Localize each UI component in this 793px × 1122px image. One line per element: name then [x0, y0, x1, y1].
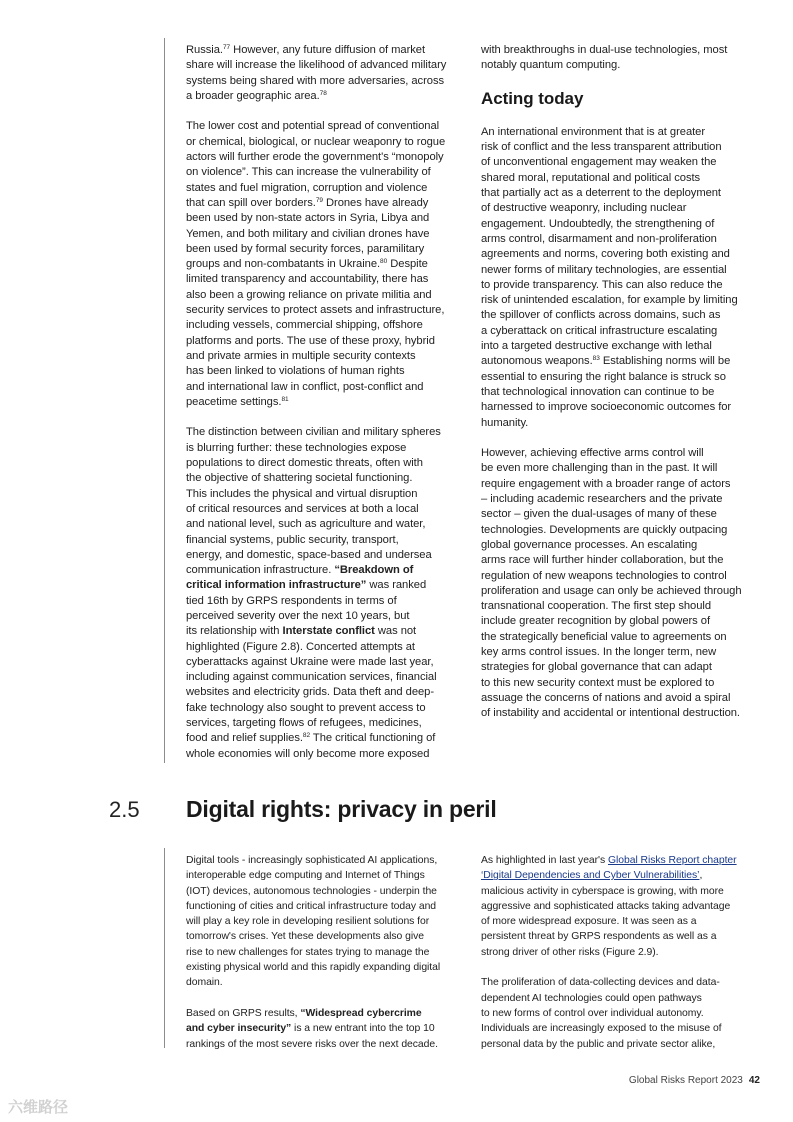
subheading-acting-today: Acting today	[481, 88, 584, 108]
section-title: Digital rights: privacy in peril	[186, 796, 497, 822]
right-column-top	[481, 43, 761, 737]
report-chapter-link-cont[interactable]: ‘Digital Dependencies and Cyber Vulnerabilities’	[481, 870, 700, 882]
report-chapter-link[interactable]: Global Risks Report chapter	[607, 855, 737, 866]
paragraph: Russia.$^{77}$ However, any future diffusion of market share will increase the likelihood of advanced military systems being shared with more adversaries, across a broader geographic area.$^{78}$	[186, 44, 447, 102]
left-column-top	[186, 43, 462, 777]
left-column-bottom	[186, 853, 462, 1067]
paragraph: Digital tools - increasingly sophisticated AI applications, interoperable edge computing and Internet of Things (IOT) devices, autonomous technologies - underpin the functioning of cities and critical infrastructure today and will play a key role in developing resilient solutions for tomorrow's crises. Yet these developments also give rise to new challenges for states trying to manage the existing physical world and this rapidly expanding digital domain.	[186, 855, 441, 989]
report-name: Global Risks Report 2023	[628, 1075, 743, 1086]
column-divider-bottom	[164, 848, 165, 1048]
column-divider-top	[164, 38, 165, 763]
page-footer	[0, 1075, 760, 1086]
paragraph: As highlighted in last year's Global Risks Report chapter ‘Digital Dependencies and Cyber Vulnerabilities’, malicious activity in cyberspace is growing, with more aggressive and sophisticated attacks taking advantage of more widespread exposure. It was seen as a persistent threat by GRPS respondents as well as a strong driver of other risks (Figure 2.9).	[481, 855, 737, 958]
paragraph: The distinction between civilian and military spheres is blurring further: these technologies expose populations to direct domestic threats, often with the objective of shattering societal functioning. This includes the physical and virtual disruption of critical resources and services at both a local and national level, such as agriculture and water, financial systems, public security, transport, energy, and domestic, space-based and undersea communication infrastructure. “Breakdown of critical information infrastructure” was ranked tied 16th by GRPS respondents in terms of perceived severity over the next 10 years, but its relationship with Interstate conflict was not highlighted (Figure 2.8). Concerted attempts at cyberattacks against Ukraine were made last year, including against communication services, financial websites and electricity grids. Data theft and deep- fake technology also sought to prevent access to services, targeting flows of refugees, medicines, food and relief supplies.$^{82}$ The critical functioning of whole economies will only become more exposed	[186, 426, 441, 760]
paragraph: An international environment that is at greater risk of conflict and the less transparent attribution of unconventional engagement may weaken the shared moral, reputational and political costs that partially act as a deterrent to the deployment of destructive weaponry, including nuclear engagement. Undoubtedly, the strengthening of arms control, disarmament and non-proliferation agreements and norms, covering both existing and newer forms of military technologies, are essential to provide transparency. This can also reduce the risk of unintended escalation, for example by limiting the spillover of conflicts across domains, such as a cyberattack on critical infrastructure escalating into a targeted destructive exchange with lethal autonomous weapons.$^{83}$ Establishing norms will be essential to ensuring the right balance is struck so that technological innovation can continue to be harnessed to improve socioeconomic outcomes for humanity.	[481, 125, 738, 429]
right-column-bottom	[481, 853, 761, 1067]
page-number: 42	[748, 1075, 760, 1086]
paragraph: Based on GRPS results, “Widespread cybercrime and cyber insecurity” is a new entrant into the top 10 rankings of the most severe risks over the next decade.	[186, 1007, 438, 1050]
paragraph: with breakthroughs in dual-use technologies, most notably quantum computing.	[481, 44, 728, 72]
paragraph: The lower cost and potential spread of conventional or chemical, biological, or nuclear weaponry to rogue actors will further erode the government's “monopoly on violence”. This can increase the vulnerability of states and fuel migration, corruption and violence that can spill over borders.$^{79}$ Drones have already been used by non-state actors in Syria, Libya and Yemen, and both military and civilian drones have been used by formal security forces, paramilitary groups and non-combatants in Ukraine.$^{80}$ Despite limited transparency and accountability, there has also been a growing reliance on private militia and security services to protect assets and infrastructure, including vessels, commercial shipping, offshore platforms and ports. The use of these proxy, hybrid and private armies in multiple security contexts has been linked to violations of human rights and international law in conflict, post-conflict and peacetime settings.$^{81}$	[186, 120, 446, 408]
paragraph: The proliferation of data-collecting devices and data- dependent AI technologies could open pathways to new forms of control over individual autonomy. Individuals are increasingly exposed to the misuse of personal data by the public and private sector alike,	[481, 977, 722, 1050]
watermark: 六维路径	[8, 1099, 69, 1116]
section-number: 2.5	[109, 797, 140, 822]
paragraph: However, achieving effective arms control will be even more challenging than in the past. It will require engagement with a broader range of actors – including academic researchers and the private sector – given the dual-usages of many of these technologies. Developments are quickly outpacing global governance processes. An escalating arms race will further hinder collaboration, but the regulation of new weapons technologies to control proliferation and usage can only be achieved through transnational cooperation. The first step should include greater recognition by global powers of the strategically beneficial value to agreements on key arms control issues. In the longer term, new strategies for global governance that can adapt to this new security context must be explored to assuage the concerns of nations and avoid a spiral of instability and accidental or intentional destruction.	[481, 447, 742, 720]
